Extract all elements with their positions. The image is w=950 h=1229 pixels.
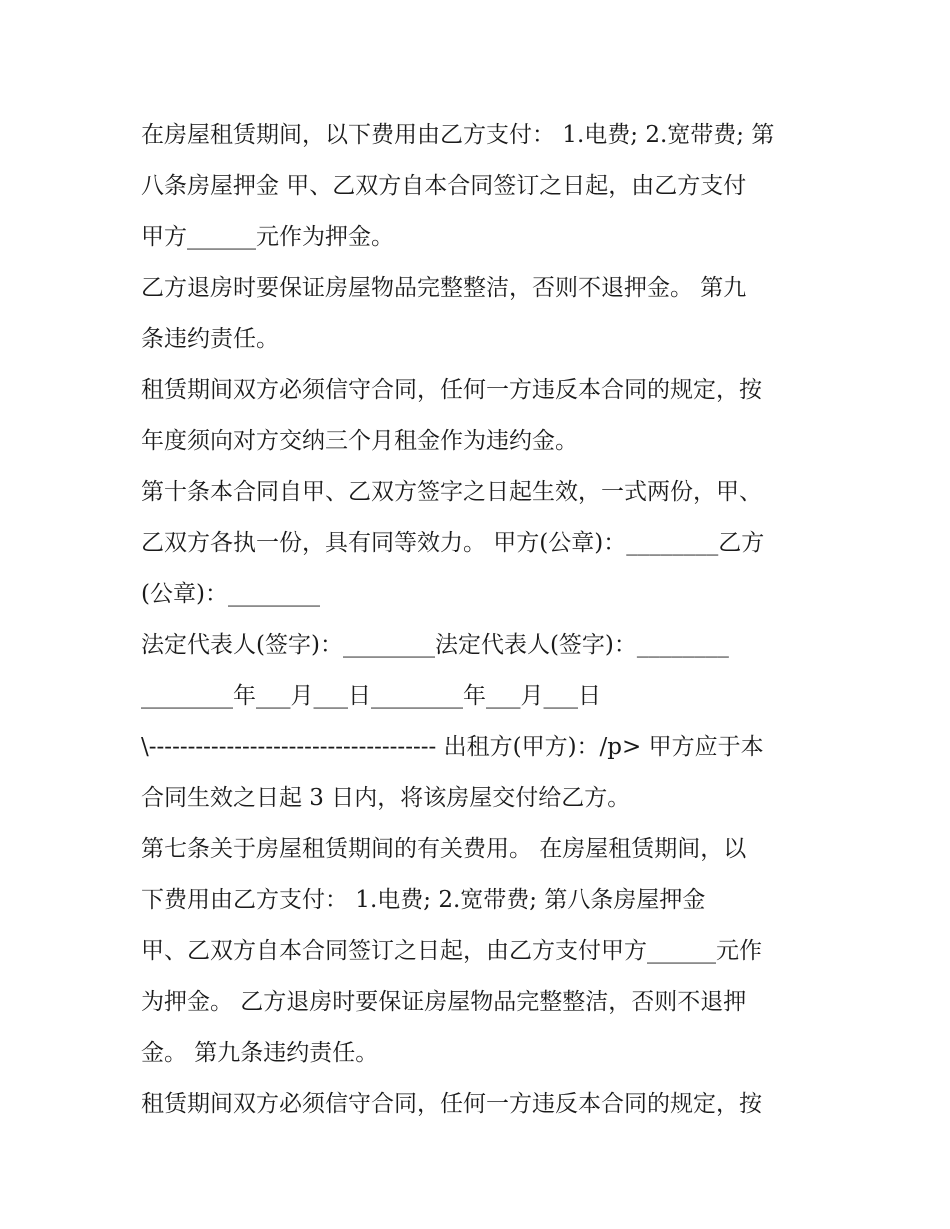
text-line: 甲、乙双方自本合同签订之日起，由乙方支付甲方______元作 [141,938,762,964]
text-line: 甲方______元作为押金。 [141,224,394,250]
text-line: ________年___月___日________年___月___日 [141,683,601,709]
text-line: 租赁期间双方必须信守合同，任何一方违反本合同的规定，按 [141,377,762,403]
text-line: 条违约责任。 [141,326,279,352]
text-line: 合同生效之日起 3 日内，将该房屋交付给乙方。 [141,785,631,811]
text-line: 金。 第九条违约责任。 [141,1040,379,1066]
text-line: (公章)：________ [141,581,320,607]
text-line: 为押金。 乙方退房时要保证房屋物品完整整洁，否则不退押 [141,989,747,1015]
text-line: 在房屋租赁期间，以下费用由乙方支付： 1.电费; 2.宽带费; 第 [141,122,775,148]
text-line: 下费用由乙方支付： 1.电费; 2.宽带费; 第八条房屋押金 [141,887,706,913]
text-line: 八条房屋押金 甲、乙双方自本合同签订之日起，由乙方支付 [141,173,747,199]
text-line: 乙双方各执一份，具有同等效力。 甲方(公章)：________乙方 [141,530,765,556]
text-line: 法定代表人(签字)：________法定代表人(签字)：________ [141,632,729,658]
text-line: 租赁期间双方必须信守合同，任何一方违反本合同的规定，按 [141,1091,762,1117]
text-line: 乙方退房时要保证房屋物品完整整洁，否则不退押金。 第九 [141,275,747,301]
text-line: \------------------------------------- 出租方(甲方)：/p> 甲方应于本 [141,734,764,760]
contract-text [141,110,821,1130]
text-line: 第七条关于房屋租赁期间的有关费用。 在房屋租赁期间，以 [141,836,747,862]
text-line: 年度须向对方交纳三个月租金作为违约金。 [141,428,578,454]
text-line: 第十条本合同自甲、乙双方签字之日起生效，一式两份，甲、 [141,479,762,505]
